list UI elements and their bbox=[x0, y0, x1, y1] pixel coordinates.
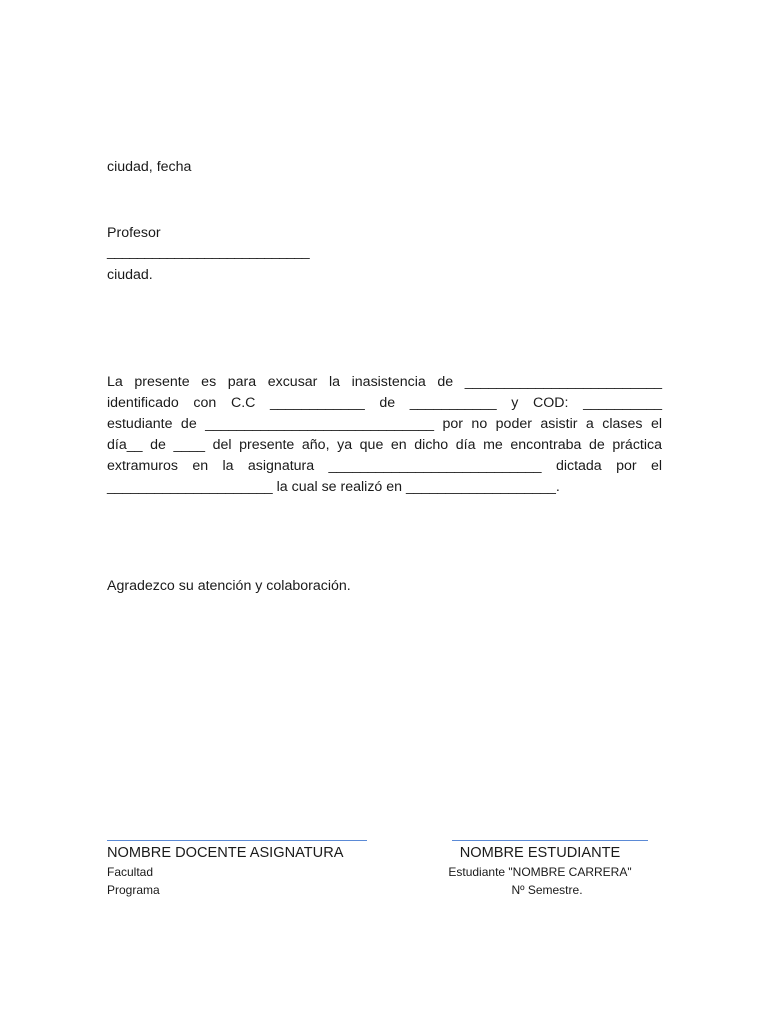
teacher-faculty: Facultad bbox=[107, 865, 154, 879]
student-semester: Nº Semestre. bbox=[511, 883, 583, 897]
paragraph-line: _____________________ la cual se realizó en ___________________. bbox=[107, 479, 560, 495]
paragraph-line: día__ de ____ del presente año, ya que en dicho día me encontraba de práctica bbox=[107, 437, 662, 453]
student-career: Estudiante "NOMBRE CARRERA" bbox=[448, 865, 632, 879]
paragraph-line: La presente es para excusar la inasistencia de _________________________ bbox=[107, 374, 662, 390]
student-signature-line bbox=[452, 840, 648, 841]
recipient-city: ciudad. bbox=[107, 267, 153, 283]
recipient-title: Profesor bbox=[107, 225, 161, 241]
recipient-name-blank: ___________________________ bbox=[107, 244, 310, 260]
teacher-program: Programa bbox=[107, 883, 160, 897]
paragraph-line: identificado con C.C ____________ de ___________ y COD: __________ bbox=[107, 395, 662, 411]
paragraph-line: extramuros en la asignatura ___________________________ dictada por el bbox=[107, 458, 662, 474]
teacher-signature-line bbox=[107, 840, 367, 841]
closing-text: Agradezco su atención y colaboración. bbox=[107, 578, 351, 594]
place-date: ciudad, fecha bbox=[107, 159, 192, 175]
student-name: NOMBRE ESTUDIANTE bbox=[459, 845, 621, 861]
paragraph-line: estudiante de _____________________________ por no poder asistir a clases el bbox=[107, 416, 662, 432]
teacher-name: NOMBRE DOCENTE ASIGNATURA bbox=[107, 845, 344, 861]
